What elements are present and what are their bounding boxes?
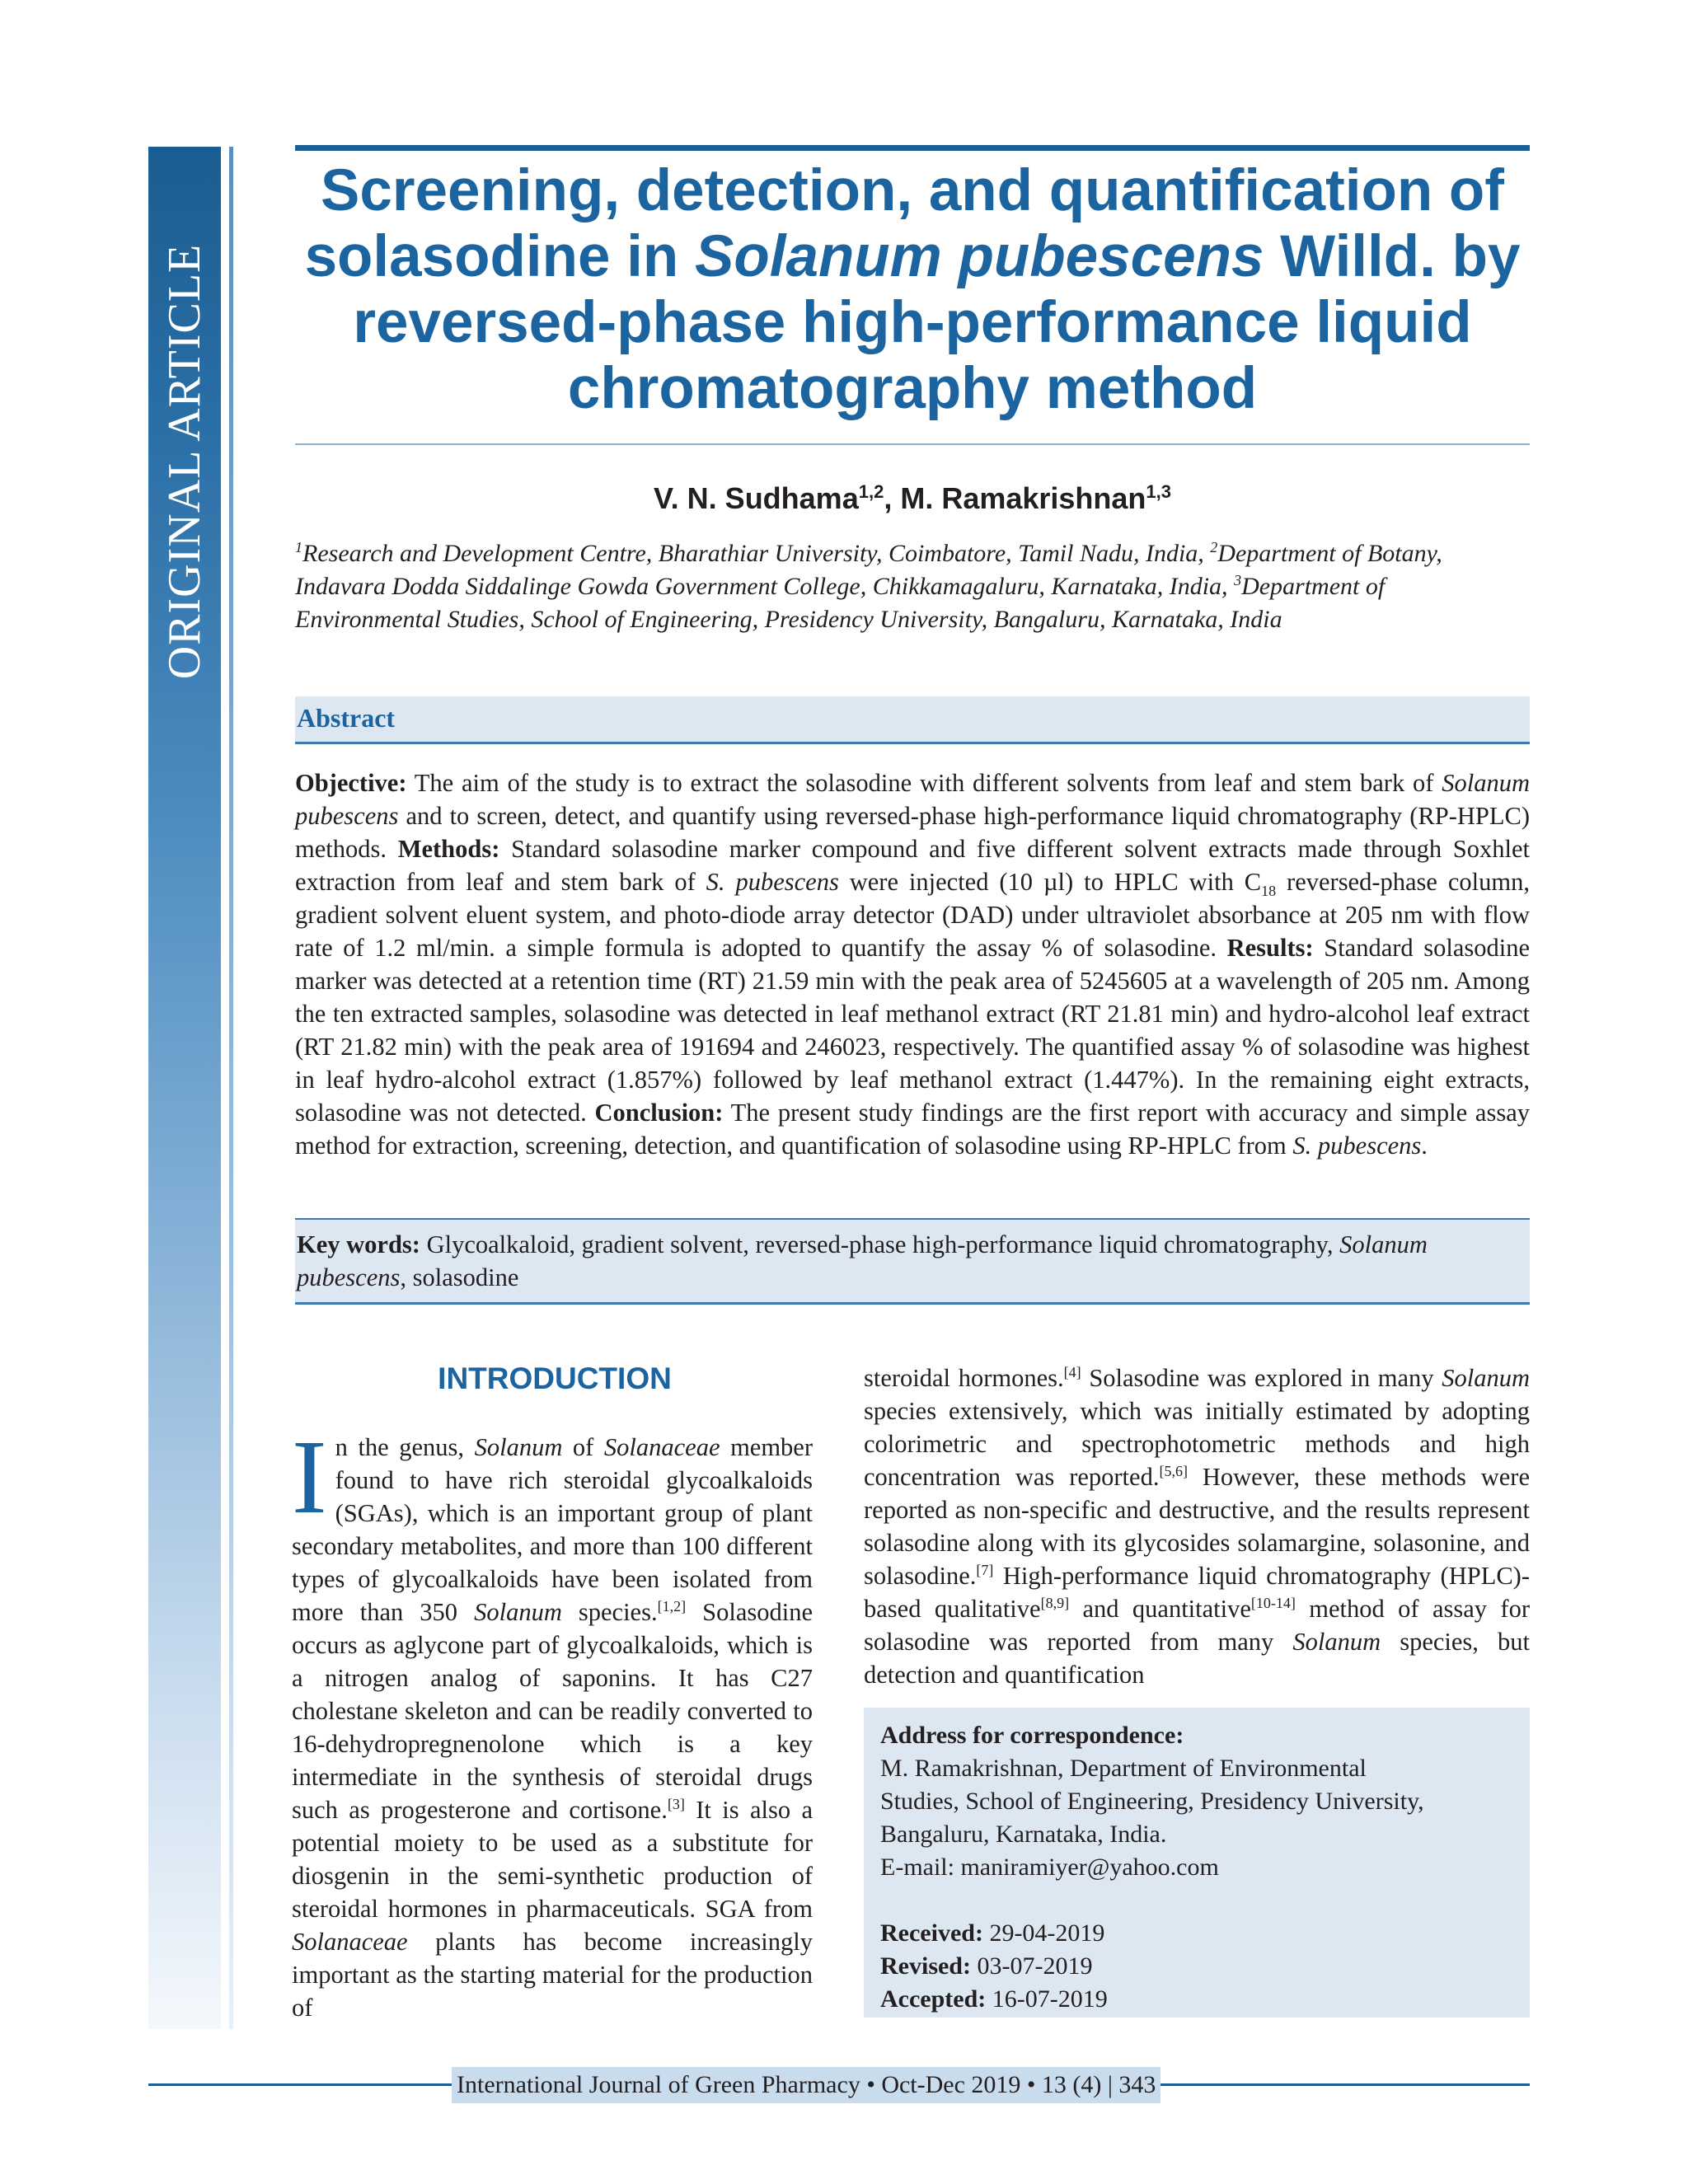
intro-genus: Solanum (474, 1598, 562, 1626)
citation: [5,6] (1159, 1462, 1188, 1479)
article-title (295, 158, 1530, 422)
title-rule (295, 443, 1530, 445)
keywords-list-2: , solasodine (400, 1263, 519, 1291)
correspondence-line: Studies, School of Engineering, Presidency University, (880, 1788, 1424, 1815)
methods-label: Methods: (397, 835, 500, 863)
intro-column-right (864, 1361, 1530, 1691)
section-heading-introduction: INTRODUCTION (438, 1361, 672, 1395)
intro-text: of (562, 1433, 604, 1461)
methods-text: Standard solasodine marker compound and five different solvent extracts made through Soxhlet extraction from leaf and stem bark of (295, 835, 1530, 896)
intro-family: Solanaceae (292, 1928, 408, 1956)
correspondence-heading: Address for correspondence: (880, 1722, 1184, 1749)
citation: [4] (1063, 1363, 1081, 1380)
keywords-text (297, 1228, 1530, 1294)
intro-text: n the genus, (335, 1433, 475, 1461)
title-text-1: Screening, detection, and quantification of solasodine in (304, 158, 1504, 289)
affil-3: Department of Environmental Studies, School of Engineering, Presidency University, Bangaluru, Karnataka, India (295, 573, 1386, 633)
intro-text: High-performance liquid chromatography (HPLC)-based qualitative (864, 1562, 1530, 1623)
intro-text: steroidal hormones. (864, 1364, 1064, 1392)
author-list (295, 481, 1530, 516)
author-2-affil: 1,3 (1146, 481, 1172, 502)
intro-paragraph-2 (864, 1361, 1530, 1691)
intro-text: Solasodine was explored in many (1081, 1364, 1442, 1392)
intro-family: Solanaceae (603, 1433, 720, 1461)
affil-marker-2: 2 (1210, 539, 1218, 555)
intro-text: species. (561, 1598, 658, 1626)
intro-text: species extensively, which was initially estimated by adopting colorimetric and spectrophotometric methods and high concentration was reported. (864, 1397, 1530, 1491)
spacer (880, 1884, 1513, 1917)
intro-text: Solasodine occurs as aglycone part of glycoalkaloids, which is a nitrogen analog of saponins. It has C27 cholestane skeleton and can be readily converted to 16-dehydropregnenolone which is a key intermediate in the synthesis of steroidal drugs such as progesterone and cortisone. (292, 1598, 813, 1824)
journal-footer: International Journal of Green Pharmacy • Oct-Dec 2019 • 13 (4) | 343 (452, 2067, 1160, 2103)
conclusion-label: Conclusion: (594, 1099, 724, 1127)
citation: [3] (667, 1795, 685, 1812)
results-text: Standard solasodine marker was detected at a retention time (RT) 21.59 min with the peak area of 5245605 at a wavelength of 205 nm. Among the ten extracted samples, solasodine was detected in leaf methanol extract (RT 21.81 min) and hydro-alcohol leaf extract (RT 21.82 min) with the peak area of 191694 and 246023, respectively. The quantified assay % of solasodine was highest in leaf hydro-alcohol extract (1.857%) followed by leaf methanol extract (1.447%). In the remaining eight extracts, solasodine was not detected. (295, 934, 1530, 1127)
intro-genus: Solanum (474, 1433, 563, 1461)
revised-value: 03-07-2019 (970, 1952, 1093, 1980)
citation: [10-14] (1250, 1594, 1296, 1611)
intro-text: member found to have rich steroidal glycoalkaloids (SGAs), which is an important group of plant secondary metabolites, and more than 100 different types of glycoalkaloids have been isolated from more than 350 (292, 1433, 813, 1626)
affil-1: Research and Development Centre, Bharathiar University, Coimbatore, Tamil Nadu, India, (302, 540, 1211, 567)
citation: [1,2] (657, 1597, 687, 1615)
methods-species: S. pubescens (706, 868, 839, 896)
author-sep: , (884, 481, 901, 515)
citation: [7] (976, 1561, 994, 1578)
affil-marker-1: 1 (295, 539, 302, 555)
affiliations (295, 537, 1515, 636)
keywords-species: Solanum pubescens (297, 1230, 1428, 1291)
author-1: V. N. Sudhama (653, 481, 859, 515)
correspondence-email: E-mail: maniramiyer@yahoo.com (880, 1854, 1219, 1881)
title-species: Solanum pubescens (695, 224, 1264, 289)
intro-text: method of assay for solasodine was reported from many (864, 1595, 1530, 1656)
conclusion-end: . (1421, 1132, 1428, 1160)
correspondence-line: Bangaluru, Karnataka, India. (880, 1821, 1167, 1848)
top-rule (295, 145, 1530, 151)
accepted-date (880, 1983, 1513, 2016)
objective-text: The aim of the study is to extract the solasodine with different solvents from leaf and stem bark of (406, 769, 1442, 797)
keywords-box (295, 1218, 1530, 1305)
revised-label: Revised: (880, 1952, 971, 1980)
affil-2: Department of Botany, Indavara Dodda Siddalinge Gowda Government College, Chikkamagaluru, Karnataka, India, (295, 540, 1442, 600)
correspondence-line: M. Ramakrishnan, Department of Environmental (880, 1755, 1367, 1782)
keywords-list-1: Glycoalkaloid, gradient solvent, reversed-phase high-performance liquid chromatography, (420, 1230, 1340, 1258)
title-text-2: Willd. by reversed-phase high-performance liquid chromatography method (353, 224, 1521, 421)
objective-species: Solanum pubescens (295, 769, 1530, 830)
methods-text-2: were injected (10 µl) to HPLC with C (838, 868, 1262, 896)
affil-marker-3: 3 (1234, 572, 1242, 588)
received-date (880, 1917, 1513, 1950)
conclusion-text: The present study findings are the first report with accuracy and simple assay method for extraction, screening, detection, and quantification of solasodine using RP-HPLC from (295, 1099, 1530, 1160)
sidebar-line (229, 147, 233, 2029)
intro-genus: Solanum (1442, 1364, 1530, 1392)
author-2: M. Ramakrishnan (900, 481, 1146, 515)
correspondence-box (864, 1708, 1530, 2018)
abstract-body (295, 766, 1530, 1162)
abstract-heading: Abstract (297, 703, 396, 733)
drop-cap: I (292, 1418, 327, 1535)
article-type-label: ORIGINAL ARTICLE (159, 243, 210, 680)
methods-text-3: reversed-phase column, gradient solvent eluent system, and photo-diode array detector (DAD) under ultraviolet absorbance at 205 nm with flow rate of 1.2 ml/min. a simple formula is adopted to quantify the assay % of solasodine. (295, 868, 1530, 962)
objective-label: Objective: (295, 769, 407, 797)
author-1-affil: 1,2 (858, 481, 884, 502)
accepted-value: 16-07-2019 (986, 1985, 1108, 2013)
intro-text: However, these methods were reported as non-specific and destructive, and the results represent solasodine along with its glycosides solamargine, solasonine, and solasodine. (864, 1463, 1531, 1590)
intro-text: It is also a potential moiety to be used as a substitute for diosgenin in the semi-synthetic production of steroidal hormones in pharmaceuticals. SGA from (292, 1796, 813, 1923)
citation: [8,9] (1040, 1594, 1070, 1611)
accepted-label: Accepted: (880, 1985, 987, 2013)
revised-date (880, 1950, 1513, 1983)
abstract-paragraph (295, 766, 1530, 1162)
intro-text: plants has become increasingly important as the starting material for the production of (292, 1928, 813, 2022)
methods-subscript: 18 (1261, 883, 1277, 900)
conclusion-species: S. pubescens (1292, 1132, 1422, 1160)
keywords-label: Key words: (297, 1230, 420, 1258)
received-value: 29-04-2019 (982, 1919, 1105, 1947)
correspondence-content (864, 1708, 1530, 2016)
received-label: Received: (880, 1919, 983, 1947)
intro-text: and quantitative (1069, 1595, 1251, 1623)
results-label: Results: (1226, 934, 1314, 962)
intro-text: species, but detection and quantification (864, 1628, 1530, 1689)
intro-column-left (292, 1418, 813, 2024)
objective-text-2: and to screen, detect, and quantify using reversed-phase high-performance liquid chromatography (RP-HPLC) methods. (295, 802, 1530, 863)
intro-paragraph-1 (292, 1418, 813, 2024)
intro-genus: Solanum (1292, 1628, 1381, 1656)
abstract-heading-bar (295, 696, 1530, 744)
